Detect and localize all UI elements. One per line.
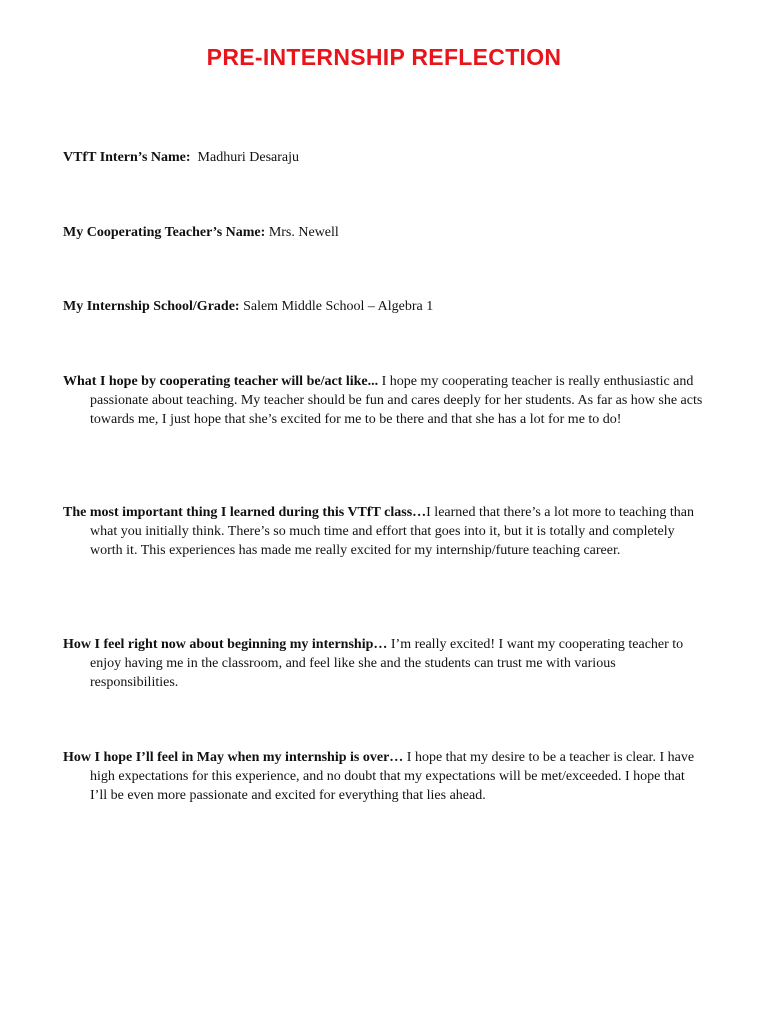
intern-name-label: VTfT Intern’s Name:: [63, 150, 191, 165]
reflection-feel-now-answer: I’m really excited! I want my cooperating teacher to enjoy having me in the classroom, and feel like she and the students can trust me with various responsibilities.: [90, 637, 684, 690]
reflection-most-important: [63, 503, 705, 560]
reflection-feel-may-answer: I hope that my desire to be a teacher is clear. I have high expectations for this experience, and no doubt that my expectations will be met/exceeded. I hope that I’ll be even more passionate and excited for everything that lies ahead.: [90, 750, 695, 803]
reflection-feel-may: [63, 748, 705, 805]
school-grade-field: [63, 297, 683, 316]
reflection-hope-teacher-prompt: What I hope by cooperating teacher will be/act like...: [63, 374, 379, 389]
reflection-feel-now-prompt: How I feel right now about beginning my internship…: [63, 637, 388, 652]
reflection-feel-now: [63, 635, 705, 692]
teacher-name-field: [63, 223, 683, 242]
school-grade-value: Salem Middle School – Algebra 1: [243, 299, 434, 314]
intern-name-field: [63, 148, 683, 167]
reflection-hope-teacher: [63, 372, 705, 429]
page-title: PRE-INTERNSHIP REFLECTION: [206, 44, 562, 70]
teacher-name-label: My Cooperating Teacher’s Name:: [63, 225, 266, 240]
reflection-hope-teacher-answer: I hope my cooperating teacher is really enthusiastic and passionate about teaching. My teacher should be fun and cares deeply for her students. As far as how she acts towards me, I just hope that she’s excited for me to be there and that she has a lot for me to do!: [90, 374, 703, 427]
intern-name-value: Madhuri Desaraju: [197, 150, 300, 165]
reflection-most-important-prompt: The most important thing I learned during this VTfT class…: [63, 505, 427, 520]
reflection-feel-may-prompt: How I hope I’ll feel in May when my internship is over…: [63, 750, 404, 765]
reflection-most-important-answer: I learned that there’s a lot more to teaching than what you initially think. There’s so much time and effort that goes into it, but it is totally and completely worth it. This experiences has made me really excited for my internship/future teaching career.: [90, 505, 694, 558]
teacher-name-value: Mrs. Newell: [268, 225, 339, 240]
school-grade-label: My Internship School/Grade:: [63, 299, 240, 314]
